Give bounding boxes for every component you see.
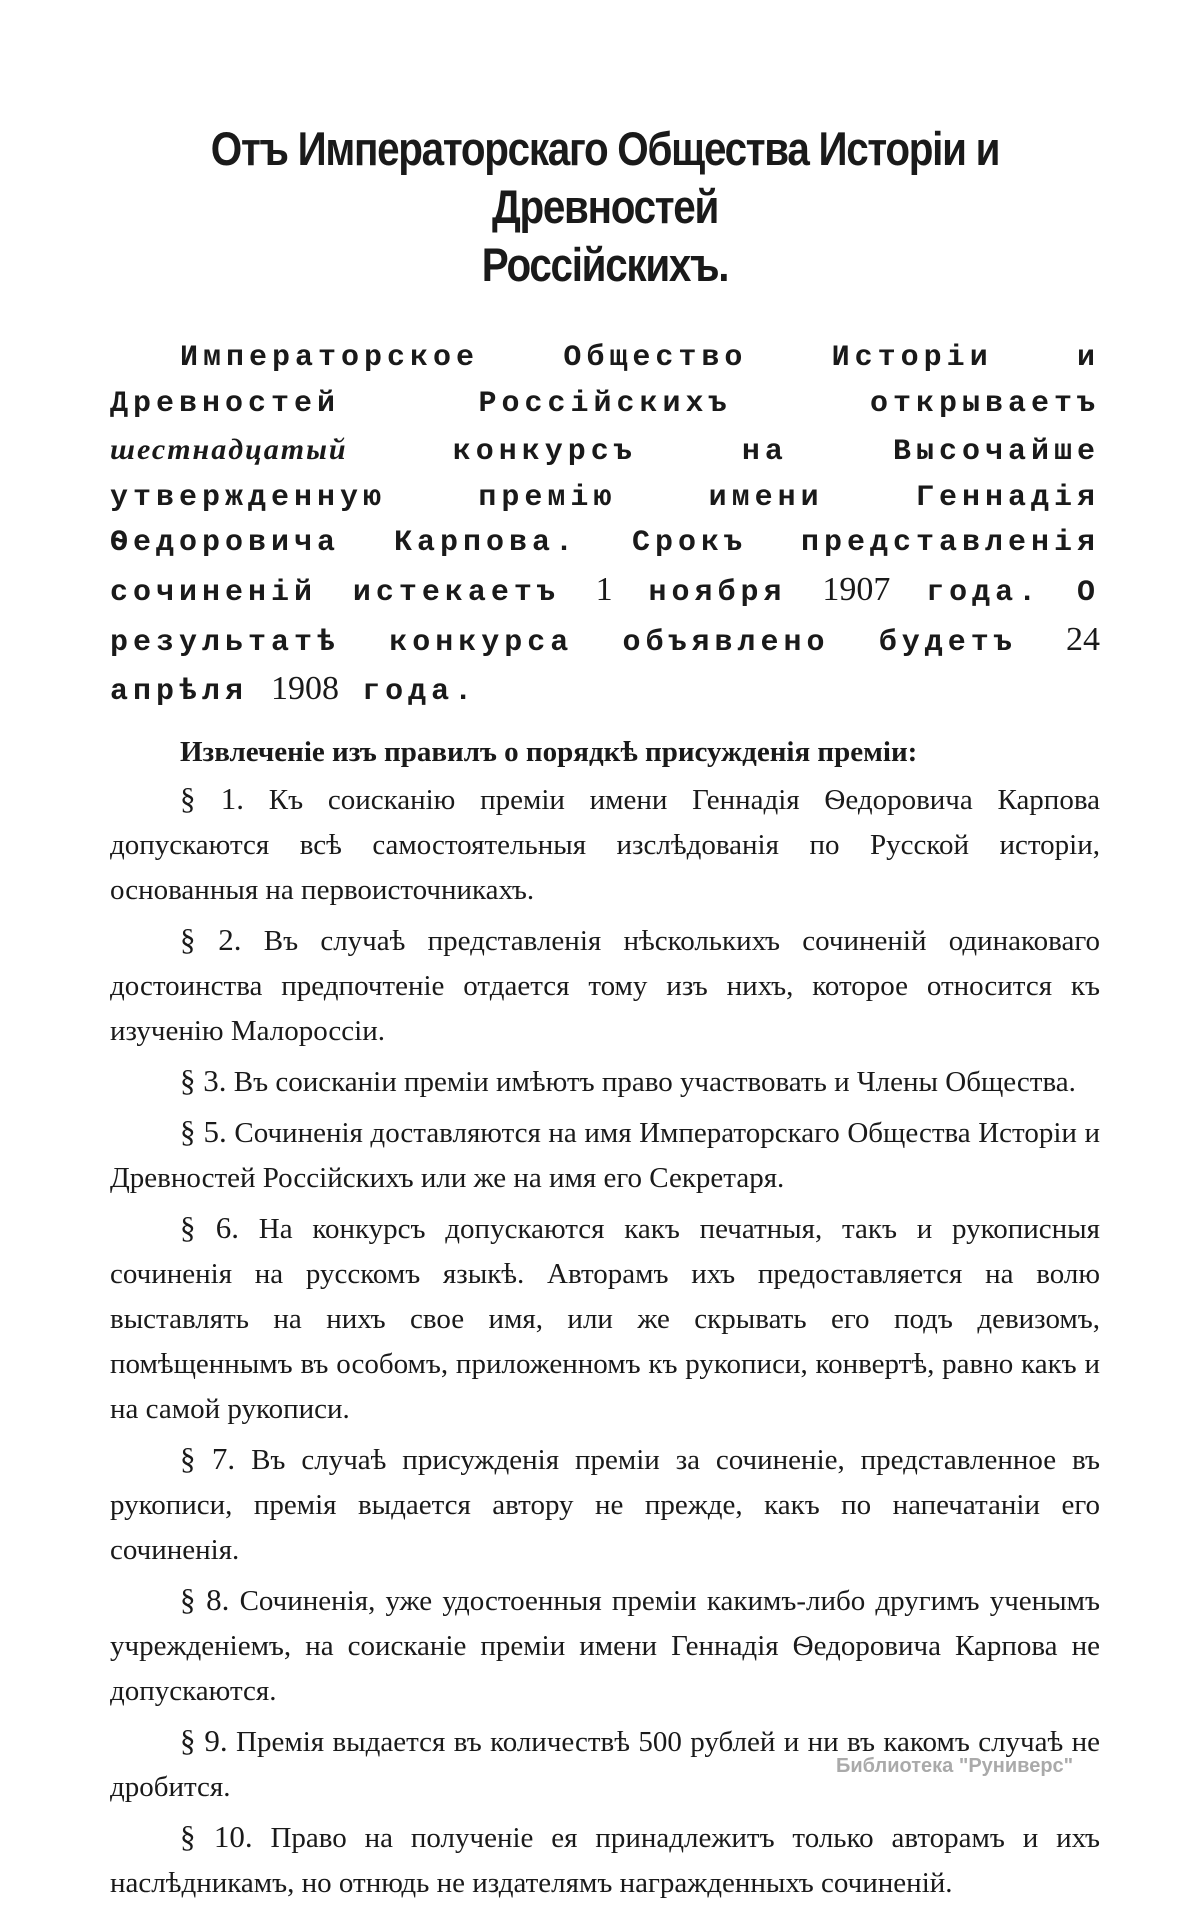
rule-2 (110, 917, 1100, 1054)
rule-text: Сочиненія, уже удостоенныя преміи какимъ-либо другимъ ученымъ учрежденіемъ, на соисканіе преміи имени Геннадія Ѳедоровича Карпова не допускаются. (110, 1584, 1101, 1707)
rule-text: Право на полученіе ея принадлежитъ только авторамъ и ихъ наслѣдникамъ, но отнюдь не издателямъ награжденныхъ сочиненій. (110, 1821, 1101, 1899)
rule-text: Въ соисканіи преміи имѣютъ право участвовать и Члены Общества. (233, 1065, 1076, 1098)
deadline-day: 1 (595, 570, 613, 608)
title-line-1: Отъ Императорскаго Общества Исторіи и Древностей (210, 122, 1000, 233)
rule-text: Въ случаѣ представленія нѣсколькихъ сочиненій одинаковаго достоинства предпочтеніе отдается тому изъ нихъ, которое относится къ изученію Малороссіи. (110, 924, 1101, 1047)
rule-section-number: § 1. (180, 780, 244, 816)
rule-section-number: § 7. (180, 1440, 236, 1476)
rule-section-number: § 3. (180, 1062, 227, 1098)
rules-list (110, 776, 1100, 1906)
intro-text-2: конкурсъ на Высочайше утвержденную премію имени Геннадія Ѳедоровича Карпова. Срокъ представленія сочиненій истекаетъ (110, 435, 1100, 610)
rule-1 (110, 776, 1100, 913)
rule-section-number: § 5. (180, 1113, 227, 1149)
rule-text: Премія выдается въ количествѣ 500 рублей и ни въ какомъ случаѣ не дробится. (110, 1725, 1101, 1803)
rule-text: Къ соисканію преміи имени Геннадія Ѳедоровича Карпова допускаются всѣ самостоятельныя изслѣдованія по Русской исторіи, основанныя на первоисточникахъ. (110, 783, 1101, 906)
rule-section-number: § 6. (180, 1209, 240, 1245)
rule-section-number: § 10. (180, 1818, 253, 1854)
extract-heading: Извлеченіе изъ правилъ о порядкѣ присужденія преміи: (180, 735, 918, 768)
rule-section-number: § 2. (180, 921, 242, 957)
rule-7 (110, 1436, 1100, 1573)
intro-emphasis: шестнадцатый (110, 433, 348, 467)
rule-3 (110, 1058, 1100, 1105)
document-page (110, 120, 1100, 1910)
document-title (179, 120, 1030, 294)
intro-text-6: года. (362, 675, 478, 710)
intro-text-4: года. О результатѣ конкурса объявлено будетъ (110, 575, 1100, 660)
deadline-year: 1907 (822, 570, 891, 608)
intro-paragraph (110, 336, 1100, 716)
intro-text-3: ноября (648, 575, 787, 610)
library-watermark: Библиотека "Руниверс" (836, 1755, 1074, 1777)
rule-10 (110, 1814, 1100, 1906)
rule-text: Сочиненія доставляются на имя Императорскаго Общества Исторіи и Древностей Россійскихъ или же на имя его Секретаря. (110, 1116, 1100, 1194)
intro-text-5: апрѣля (110, 675, 249, 710)
announcement-year: 1908 (271, 670, 340, 708)
announcement-day: 24 (1066, 620, 1100, 658)
rule-section-number: § 8. (180, 1581, 230, 1617)
rule-section-number: § 9. (180, 1722, 228, 1758)
rule-5 (110, 1109, 1100, 1201)
rule-text: На конкурсъ допускаются какъ печатныя, такъ и рукописныя сочиненія на русскомъ языкѣ. Авторамъ ихъ предоставляется на волю выставлять на нихъ свое имя, или же скрывать его подъ девизомъ, помѣщеннымъ въ особомъ, приложенномъ къ рукописи, конвертѣ, равно какъ и на самой рукописи. (110, 1212, 1101, 1425)
rule-6 (110, 1205, 1100, 1432)
rule-text: Въ случаѣ присужденія преміи за сочиненіе, представленное въ рукописи, премія выдается автору не прежде, какъ по напечатаніи его сочиненія. (110, 1443, 1100, 1566)
rule-8 (110, 1577, 1100, 1714)
intro-text-1: Императорское Общество Исторіи и Древностей Россійскихъ открываетъ (110, 341, 1100, 421)
title-line-2: Россійскихъ. (481, 238, 729, 291)
